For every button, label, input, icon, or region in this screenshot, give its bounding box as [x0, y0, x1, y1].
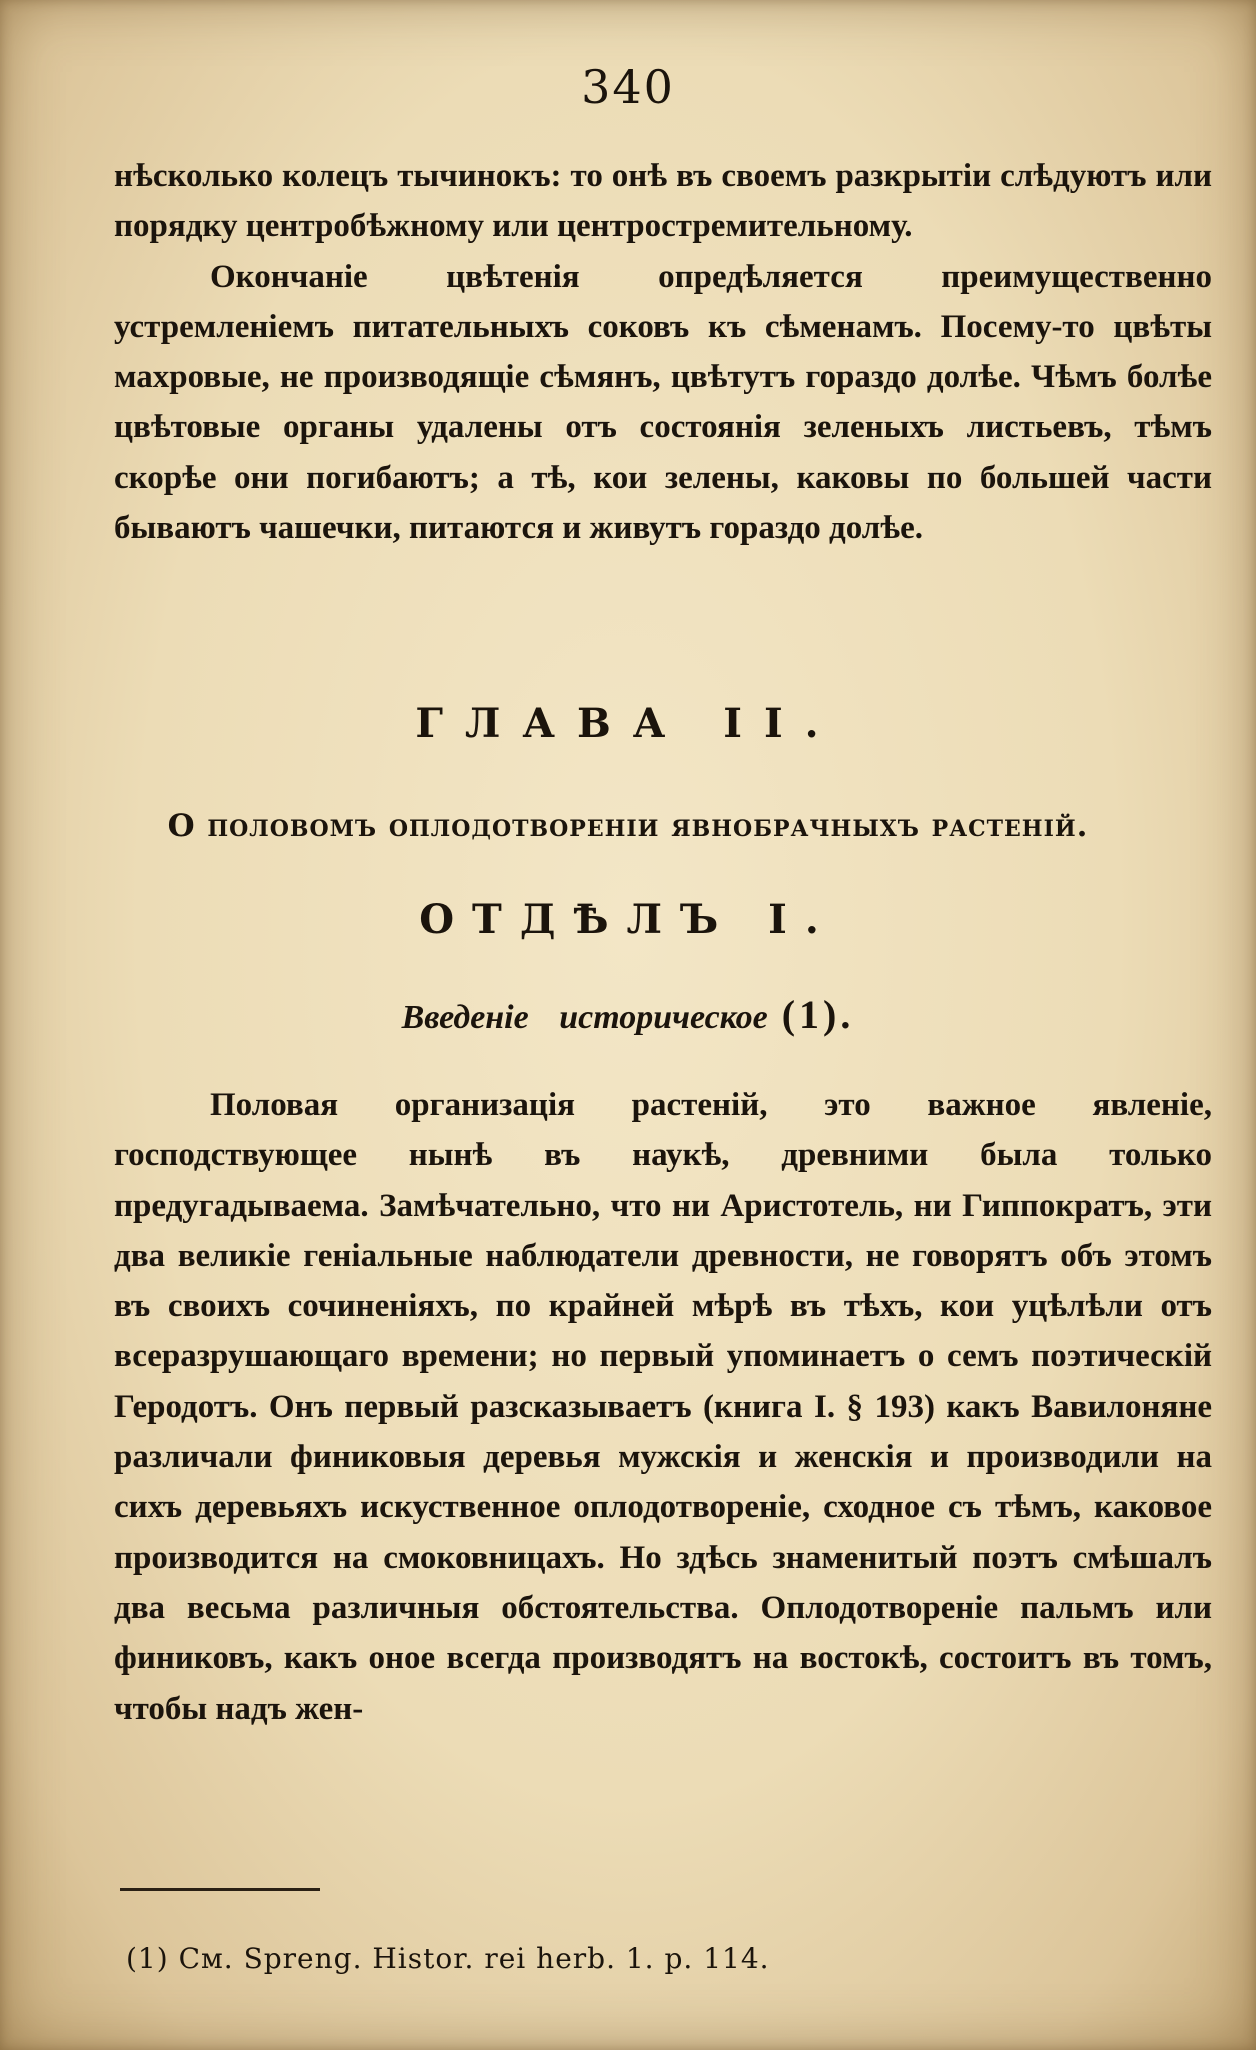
page-number: 340 — [581, 60, 675, 114]
paragraph-flowering-end: Окончаніе цвѣтенія опредѣляется преимущественно устремленіемъ питательныхъ соковъ къ сѣменамъ. Посему-то цвѣты махровые, не производящіе сѣмянъ, цвѣтутъ гораздо долѣе. Чѣмъ болѣе цвѣтовые органы удалены отъ состоянія зеленыхъ листьевъ, тѣмъ скорѣе они погибаютъ; а тѣ, кои зелены, каковы по большей части бываютъ чашечки, питаются и живутъ гораздо долѣе. — [114, 258, 1212, 547]
footnote-reference: (1). — [781, 992, 855, 1037]
footnote-divider — [120, 1888, 320, 1891]
chapter-subtitle: О половомъ оплодотвореніи явнобрачныхъ растеній. — [167, 808, 1089, 844]
paragraph-continuation: нѣсколько колецъ тычинокъ: то онѣ въ своемъ разкрытіи слѣдуютъ или порядку центробѣжному или центростремительному. — [114, 158, 1212, 245]
footnote: (1) См. Spreng. Histor. rei herb. 1. p. 114. — [126, 1942, 770, 1975]
paragraph-sexual-organization: Половая организація растеній, это важное явленіе, господствующее нынѣ въ наукѣ, древними была только предугадываема. Замѣчательно, что ни Аристотель, ни Гиппократъ, эти два великіе геніальные наблюдатели древности, не говорятъ объ этомъ въ своихъ сочиненіяхъ, по крайней мѣрѣ въ тѣхъ, кои уцѣлѣли отъ всеразрушающаго времени; но первый упоминаетъ о семъ поэтическій Геродотъ. Онъ первый разсказываетъ (книга I. § 193) какъ Вавилоняне различали финиковыя деревья мужскія и женскія и производили на сихъ деревьяхъ искуственное оплодотвореніе, сходное съ тѣмъ, каковое производится на смоковницахъ. Но здѣсь знаменитый поэтъ смѣшалъ два весьма различныя обстоятельства. Оплодотвореніе пальмъ или финиковъ, какъ оное всегда производятъ на востокѣ, состоитъ въ томъ, чтобы надъ жен- — [114, 1087, 1212, 1727]
history-text-block — [114, 1080, 1212, 1734]
section-heading: ОТДѢЛЪ I. — [419, 896, 837, 943]
opening-text-block — [114, 151, 1212, 553]
chapter-heading: ГЛАВА II. — [415, 700, 841, 747]
intro-heading-title: Введеніе историческое — [401, 999, 768, 1036]
intro-heading — [0, 991, 1256, 1038]
